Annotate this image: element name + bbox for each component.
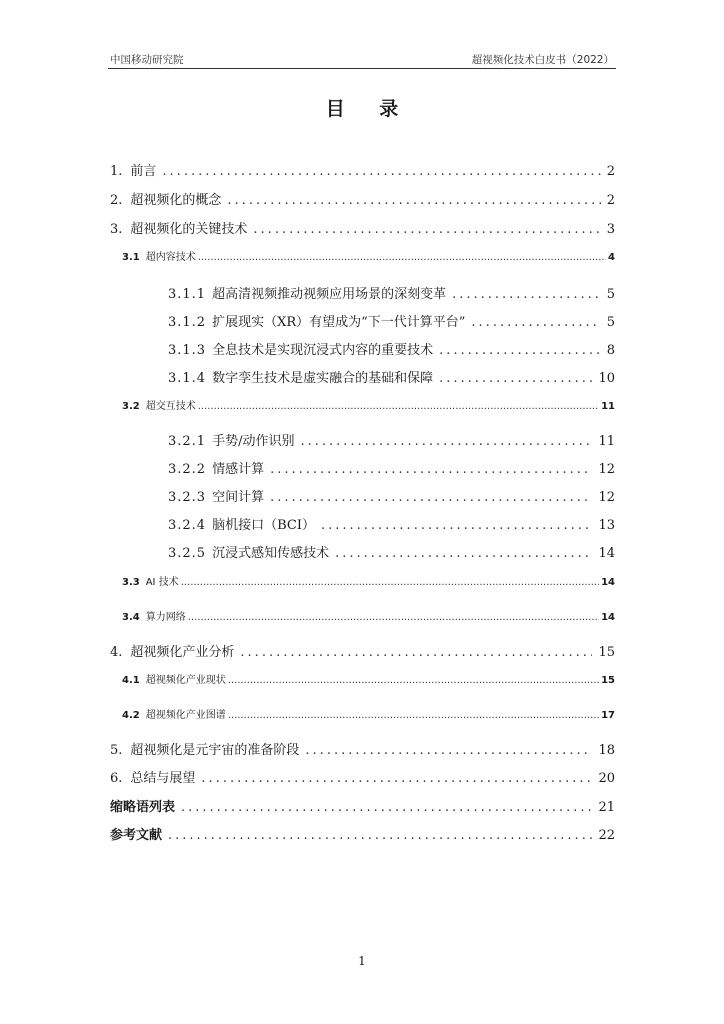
page-number: 1 [358,954,366,968]
toc-entry-page: 3 [606,222,615,237]
toc-entry-text: 超视频化产业分析 [130,645,235,660]
toc-entry-text: 空间计算 [212,490,265,505]
dot-leader [471,315,600,330]
toc-entry-5[interactable] [110,739,615,758]
dot-leader [300,434,592,449]
toc-entry-3-1-4[interactable] [168,367,615,386]
toc-entry-text: 算力网络 [145,612,186,623]
toc-entry-3-2-3[interactable] [168,486,615,505]
toc-entry-3-1-2[interactable] [168,311,615,330]
dot-leader [188,612,599,623]
toc-entry-text: 总结与展望 [130,771,196,786]
toc-entry-page: 14 [601,577,615,588]
toc-entry-number: 3.2 [122,401,140,412]
dot-leader [253,222,600,237]
toc-entry-text: 沉浸式感知传感技术 [212,546,330,561]
toc-entry-number: 2. [110,193,123,208]
toc-entry-number: 3.1.1 [168,287,207,302]
dot-leader [305,743,592,758]
toc-entry-3-2-5[interactable] [168,542,615,561]
toc-entry-page: 14 [601,612,615,623]
dot-leader [201,771,592,786]
toc-entry-3-1[interactable] [122,248,615,263]
toc-entry-page: 5 [606,315,615,330]
toc-entry-number: 3.1.3 [168,343,207,358]
toc-entry-text: 前言 [130,164,157,179]
toc-entry-number: 3.2.1 [168,434,207,449]
dot-leader [181,577,599,588]
dot-leader [321,518,592,533]
toc-entry-text: 超内容技术 [145,252,196,263]
toc-entry-page: 5 [606,287,615,302]
dot-leader [228,675,599,686]
dot-leader [198,252,606,263]
dot-leader [162,164,600,179]
toc-entry-3-2[interactable] [122,397,615,412]
toc-entry-text: 数字孪生技术是虚实融合的基础和保障 [212,371,434,386]
dot-leader [228,710,599,721]
toc-entry-number: 3.1.2 [168,315,207,330]
toc-entry-page: 11 [601,401,615,412]
toc-entry-3-2-2[interactable] [168,458,615,477]
toc-entry-page: 20 [598,771,615,786]
toc-entry-page: 4 [608,252,615,263]
toc-entry-number: 3.1 [122,252,140,263]
toc-entry-page: 13 [598,518,615,533]
dot-leader [335,546,592,561]
dot-leader [181,800,592,815]
toc-entry-number: 3.2.5 [168,546,207,561]
toc-entry-number: 3.3 [122,577,140,588]
toc-entry-number: 4.1 [122,675,140,686]
toc-entry-page: 15 [598,645,615,660]
toc-entry-text: 扩展现实（XR）有望成为“下一代计算平台” [212,315,466,330]
toc-entry-3-2-1[interactable] [168,430,615,449]
toc-entry-text: 缩略语列表 [110,800,176,815]
toc-title: 目 录 [325,98,413,120]
toc-entry-page: 2 [606,193,615,208]
toc-entry-text: 超交互技术 [145,401,196,412]
toc-entry-number: 3.2.3 [168,490,207,505]
toc-entry-page: 12 [598,490,615,505]
dot-leader [198,401,599,412]
toc-entry-page: 15 [601,675,615,686]
header-document-title: 超视频化技术白皮书（2022） [471,54,614,66]
toc-entry-3-3[interactable] [122,573,615,588]
toc-entry-4-2[interactable] [122,706,615,721]
toc-entry-number: 5. [110,743,123,758]
dot-leader [168,828,592,843]
toc-entry-text: AI 技术 [145,577,179,588]
toc-entry-number: 3.2.2 [168,462,207,477]
toc-entry-abbreviations[interactable] [110,796,615,815]
toc-entry-page: 14 [598,546,615,561]
page-header [108,52,616,69]
toc-entry-text: 手势/动作识别 [212,434,295,449]
toc-entry-text: 超视频化的关键技术 [130,222,248,237]
toc-entry-page: 18 [598,743,615,758]
toc-entry-text: 全息技术是实现沉浸式内容的重要技术 [212,343,434,358]
toc-entry-number: 6. [110,771,123,786]
toc-entry-page: 11 [598,434,615,449]
toc-entry-page: 12 [598,462,615,477]
toc-entry-number: 3.1.4 [168,371,207,386]
dot-leader [270,490,592,505]
toc-entry-3-1-1[interactable] [168,283,615,302]
toc-entry-number: 3. [110,222,123,237]
toc-entry-page: 8 [606,343,615,358]
header-organization: 中国移动研究院 [110,54,184,66]
toc-entry-4-1[interactable] [122,671,615,686]
toc-entry-4[interactable] [110,641,615,660]
toc-entry-6[interactable] [110,767,615,786]
toc-entry-references[interactable] [110,824,615,843]
toc-entry-text: 参考文献 [110,828,163,843]
toc-entry-1[interactable] [110,160,615,179]
toc-entry-page: 10 [598,371,615,386]
toc-entry-text: 超视频化的概念 [130,193,222,208]
toc-entry-number: 4.2 [122,710,140,721]
dot-leader [439,371,592,386]
toc-entry-page: 22 [598,828,615,843]
dot-leader [240,645,592,660]
toc-entry-3-1-3[interactable] [168,339,615,358]
toc-entry-number: 3.4 [122,612,140,623]
dot-leader [270,462,592,477]
toc-entry-text: 脑机接口（BCI） [212,518,315,533]
toc-entry-number: 3.2.4 [168,518,207,533]
toc-entry-3[interactable] [110,218,615,237]
toc-entry-text: 情感计算 [212,462,265,477]
toc-entry-page: 17 [601,710,615,721]
toc-entry-text: 超视频化是元宇宙的准备阶段 [130,743,300,758]
toc-entry-text: 超高清视频推动视频应用场景的深刻变革 [212,287,447,302]
toc-entry-text: 超视频化产业图谱 [145,710,226,721]
toc-entry-3-2-4[interactable] [168,514,615,533]
toc-entry-2[interactable] [110,189,615,208]
toc-entry-3-4[interactable] [122,608,615,623]
toc-entry-page: 2 [606,164,615,179]
toc-entry-number: 1. [110,164,123,179]
toc-entry-number: 4. [110,645,123,660]
toc-entry-page: 21 [598,800,615,815]
toc-entry-text: 超视频化产业现状 [145,675,226,686]
dot-leader [439,343,601,358]
dot-leader [452,287,601,302]
dot-leader [227,193,600,208]
